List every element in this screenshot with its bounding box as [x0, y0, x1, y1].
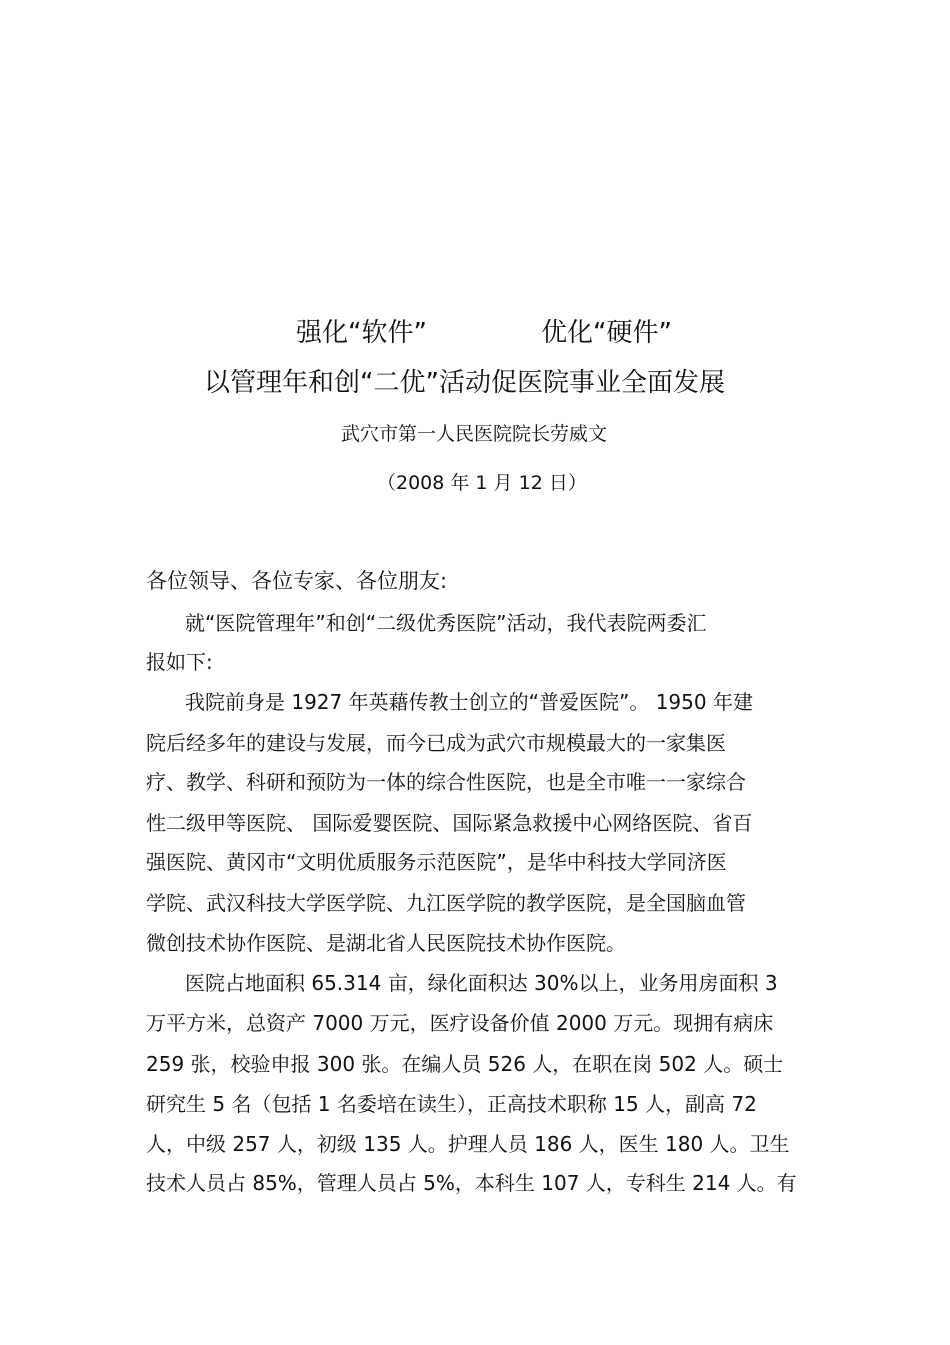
- paragraph3-line: 人，中级 257 人，初级 135 人。护理人员 186 人，医生 180 人。卫生: [146, 1132, 790, 1156]
- paragraph2-line: 强医院、黄冈市“文明优质服务示范医院”，是华中科技大学同济医: [146, 850, 727, 874]
- paragraph2-line: 院后经多年的建设与发展，而今已成为武穴市规模最大的一家集医: [146, 731, 726, 755]
- title-line1-left: 强化“软件”: [296, 318, 427, 348]
- title-line1-right: 优化“硬件”: [541, 318, 672, 348]
- paragraph3-line: 万平方米，总资产 7000 万元，医疗设备价值 2000 万元。现拥有病床: [146, 1011, 774, 1035]
- paragraph2-line: 学院、武汉科技大学医学院、九江医学院的教学医院，是全国脑血管: [146, 891, 746, 915]
- paragraph2-line: 我院前身是 1927 年英藉传教士创立的“普爱医院”。 1950 年建: [185, 690, 753, 714]
- paragraph1-line: 报如下:: [146, 650, 213, 674]
- paragraph2-line: 疗、教学、科研和预防为一体的综合性医院，也是全市唯一一家综合: [146, 770, 746, 794]
- paragraph2-line: 微创技术协作医院、是湖北省人民医院技术协作医院。: [146, 931, 626, 955]
- author-line: 武穴市第一人民医院院长劳威文: [341, 423, 608, 445]
- paragraph2-line: 性二级甲等医院、 国际爱婴医院、国际紧急救援中心网络医院、省百: [146, 811, 753, 835]
- date-line: （2008 年 1 月 12 日）: [377, 472, 587, 494]
- salutation: 各位领导、各位专家、各位朋友:: [146, 569, 448, 593]
- paragraph3-line: 技术人员占 85%，管理人员占 5%，本科生 107 人，专科生 214 人。有: [146, 1171, 797, 1195]
- paragraph1-line: 就“医院管理年”和创“二级优秀医院”活动，我代表院两委汇: [185, 611, 707, 635]
- paragraph3-line: 医院占地面积 65.314 亩，绿化面积达 30%以上，业务用房面积 3: [185, 971, 778, 995]
- paragraph3-line: 研究生 5 名（包括 1 名委培在读生），正高技术职称 15 人，副高 72: [146, 1092, 757, 1116]
- title-line2: 以管理年和创“二优”活动促医院事业全面发展: [204, 368, 725, 398]
- paragraph3-line: 259 张，校验申报 300 张。在编人员 526 人，在职在岗 502 人。硕士: [146, 1052, 784, 1076]
